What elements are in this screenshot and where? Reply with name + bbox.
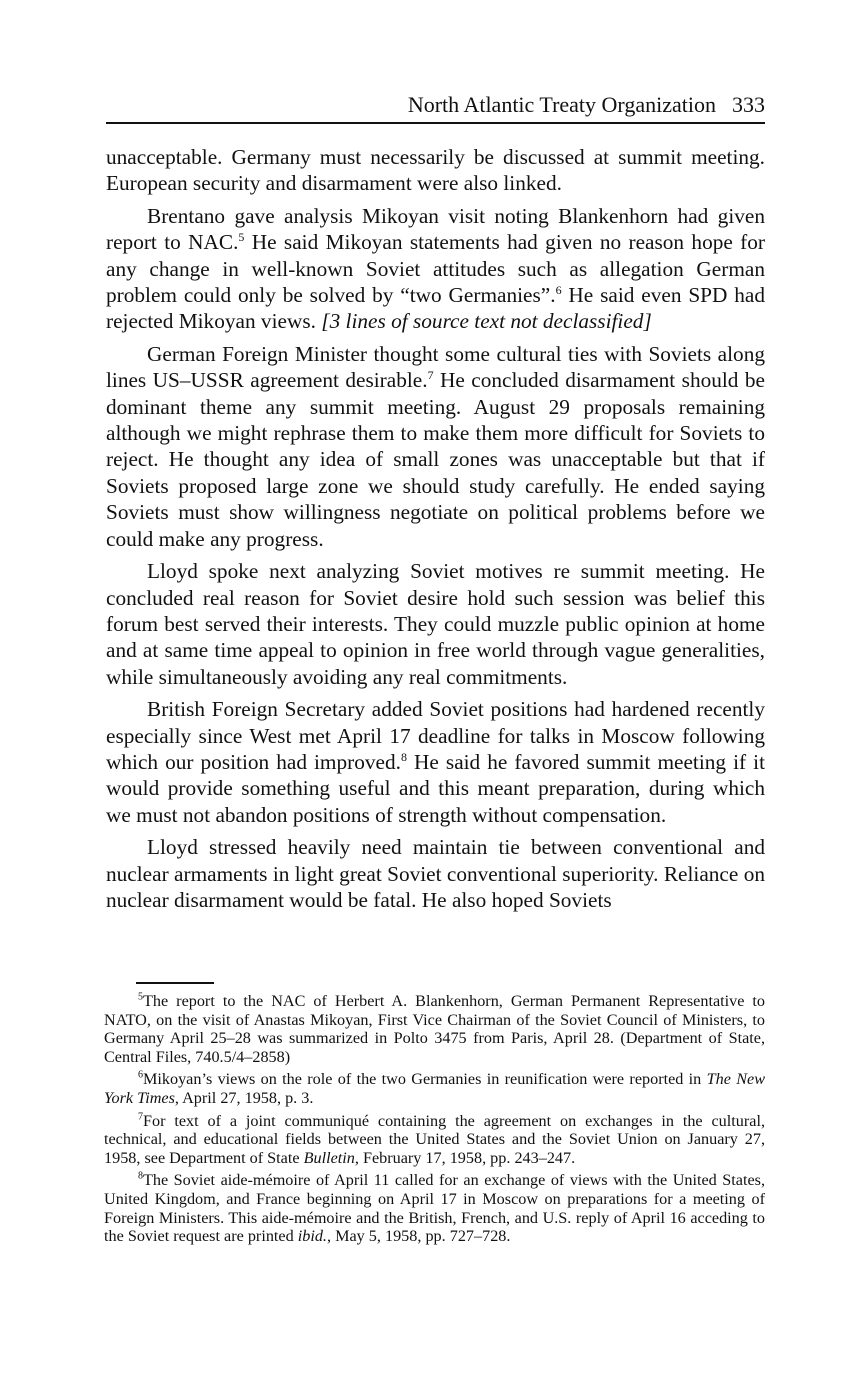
footnote-divider — [136, 982, 214, 984]
footnote-number: 8 — [138, 1170, 143, 1182]
paragraph-continuation — [106, 144, 765, 197]
footnote-7 — [104, 1112, 765, 1168]
editorial-note: [3 lines of source text not declassified] — [321, 309, 652, 334]
footnote-5 — [104, 992, 765, 1066]
paragraph-text: He said he favored summit meeting if it would provide something useful and this meant preparation, during which we must not abandon positions of strength without compensation. — [106, 749, 765, 827]
header-title: North Atlantic Treaty Organization — [407, 92, 716, 117]
footnote-ref-5[interactable]: 5 — [238, 230, 245, 245]
footnotes — [104, 992, 765, 1250]
footnote-text: Mikoyan’s views on the role of the two Germanies in reunification were reported in — [143, 1070, 707, 1089]
paragraph-lloyd-armaments — [106, 834, 765, 913]
footnote-text: For text of a joint communiqué containing the agreement on exchanges in the cultural, technical, and educational fields between the United States and the Soviet Union on January 27, 1958, see Department of State — [104, 1111, 765, 1167]
footnote-ref-7[interactable]: 7 — [427, 368, 434, 383]
paragraph-text: He said even SPD had rejected Mikoyan views. — [106, 283, 765, 334]
paragraph-text: He concluded disarmament should be dominant theme any summit meeting. August 29 proposals remaining although we might rephrase them to make them more difficult for Soviets to reject. He thought any idea of small zones was unacceptable but that if Soviets proposed large zone we should study carefully. He ended saying Soviets must show willingness negotiate on political problems before we could make any progress. — [106, 368, 765, 551]
paragraph-text: He said Mikoyan statements had given no reason hope for any change in well-known Soviet attitudes such as allegation German problem could only be solved by “two Germanies”. — [106, 230, 765, 308]
footnote-number: 7 — [138, 1111, 143, 1123]
paragraph-lloyd-motives — [106, 558, 765, 690]
footnote-text: , May 5, 1958, pp. 727–728. — [326, 1227, 511, 1246]
publication-title: ibid. — [297, 1227, 327, 1246]
footnote-text: , April 27, 1958, p. 3. — [174, 1088, 314, 1107]
footnote-number: 6 — [138, 1069, 143, 1081]
paragraph-text: Brentano gave analysis Mikoyan visit noting Blankenhorn had given report to NAC. — [106, 203, 765, 255]
footnote-text: The report to the NAC of Herbert A. Blankenhorn, German Permanent Representative to NATO, on the visit of Anastas Mikoyan, First Vice Chairman of the Soviet Council of Ministers, to Germany April 25–28 was summarized in Polto 3475 from Paris, April 28. (Department of State, Central Files, 740.5/4–2858) — [104, 992, 765, 1066]
footnote-ref-8[interactable]: 8 — [400, 749, 407, 764]
paragraph-text: British Foreign Secretary added Soviet positions had hardened recently especially since West met April 17 deadline for talks in Moscow following which our position had improved. — [106, 697, 765, 774]
publication-title: The New York Times — [104, 1070, 765, 1107]
main-text — [106, 144, 765, 913]
running-header — [106, 90, 765, 124]
paragraph-text: unacceptable. Germany must necessarily be discussed at summit meeting. European security and disarmament were also linked. — [106, 145, 765, 196]
footnote-ref-6[interactable]: 6 — [555, 282, 562, 297]
footnote-text: The Soviet aide-mémoire of April 11 called for an exchange of views with the United States, United Kingdom, and France beginning on April 17 in Moscow on preparations for a meeting of Foreign Ministers. This aide-mémoire and the British, French, and U.S. reply of April 16 acceding to the Soviet request are printed — [104, 1171, 765, 1246]
footnote-text: , February 17, 1958, pp. 243–247. — [354, 1148, 576, 1167]
paragraph-brentano — [106, 203, 765, 335]
paragraph-text: Lloyd stressed heavily need maintain tie between conventional and nuclear armaments in light great Soviet conventional superiority. Reliance on nuclear disarmament would be fatal. He also hoped Soviets — [106, 835, 765, 912]
paragraph-german-minister — [106, 341, 765, 552]
paragraph-text: Lloyd spoke next analyzing Soviet motives re summit meeting. He concluded real reason for Soviet desire hold such session was belief this forum best served their interests. They could muzzle public opinion at home and at same time appeal to opinion in free world through vague generalities, while simultaneously avoiding any real commitments. — [106, 559, 765, 689]
paragraph-british-secretary — [106, 696, 765, 828]
footnote-number: 5 — [138, 991, 143, 1003]
footnote-6 — [104, 1070, 765, 1107]
footnote-8 — [104, 1171, 765, 1245]
paragraph-text: German Foreign Minister thought some cultural ties with Soviets along lines US–USSR agreement desirable. — [106, 341, 765, 393]
publication-title: Bulletin — [303, 1148, 355, 1167]
page-number: 333 — [732, 92, 765, 117]
